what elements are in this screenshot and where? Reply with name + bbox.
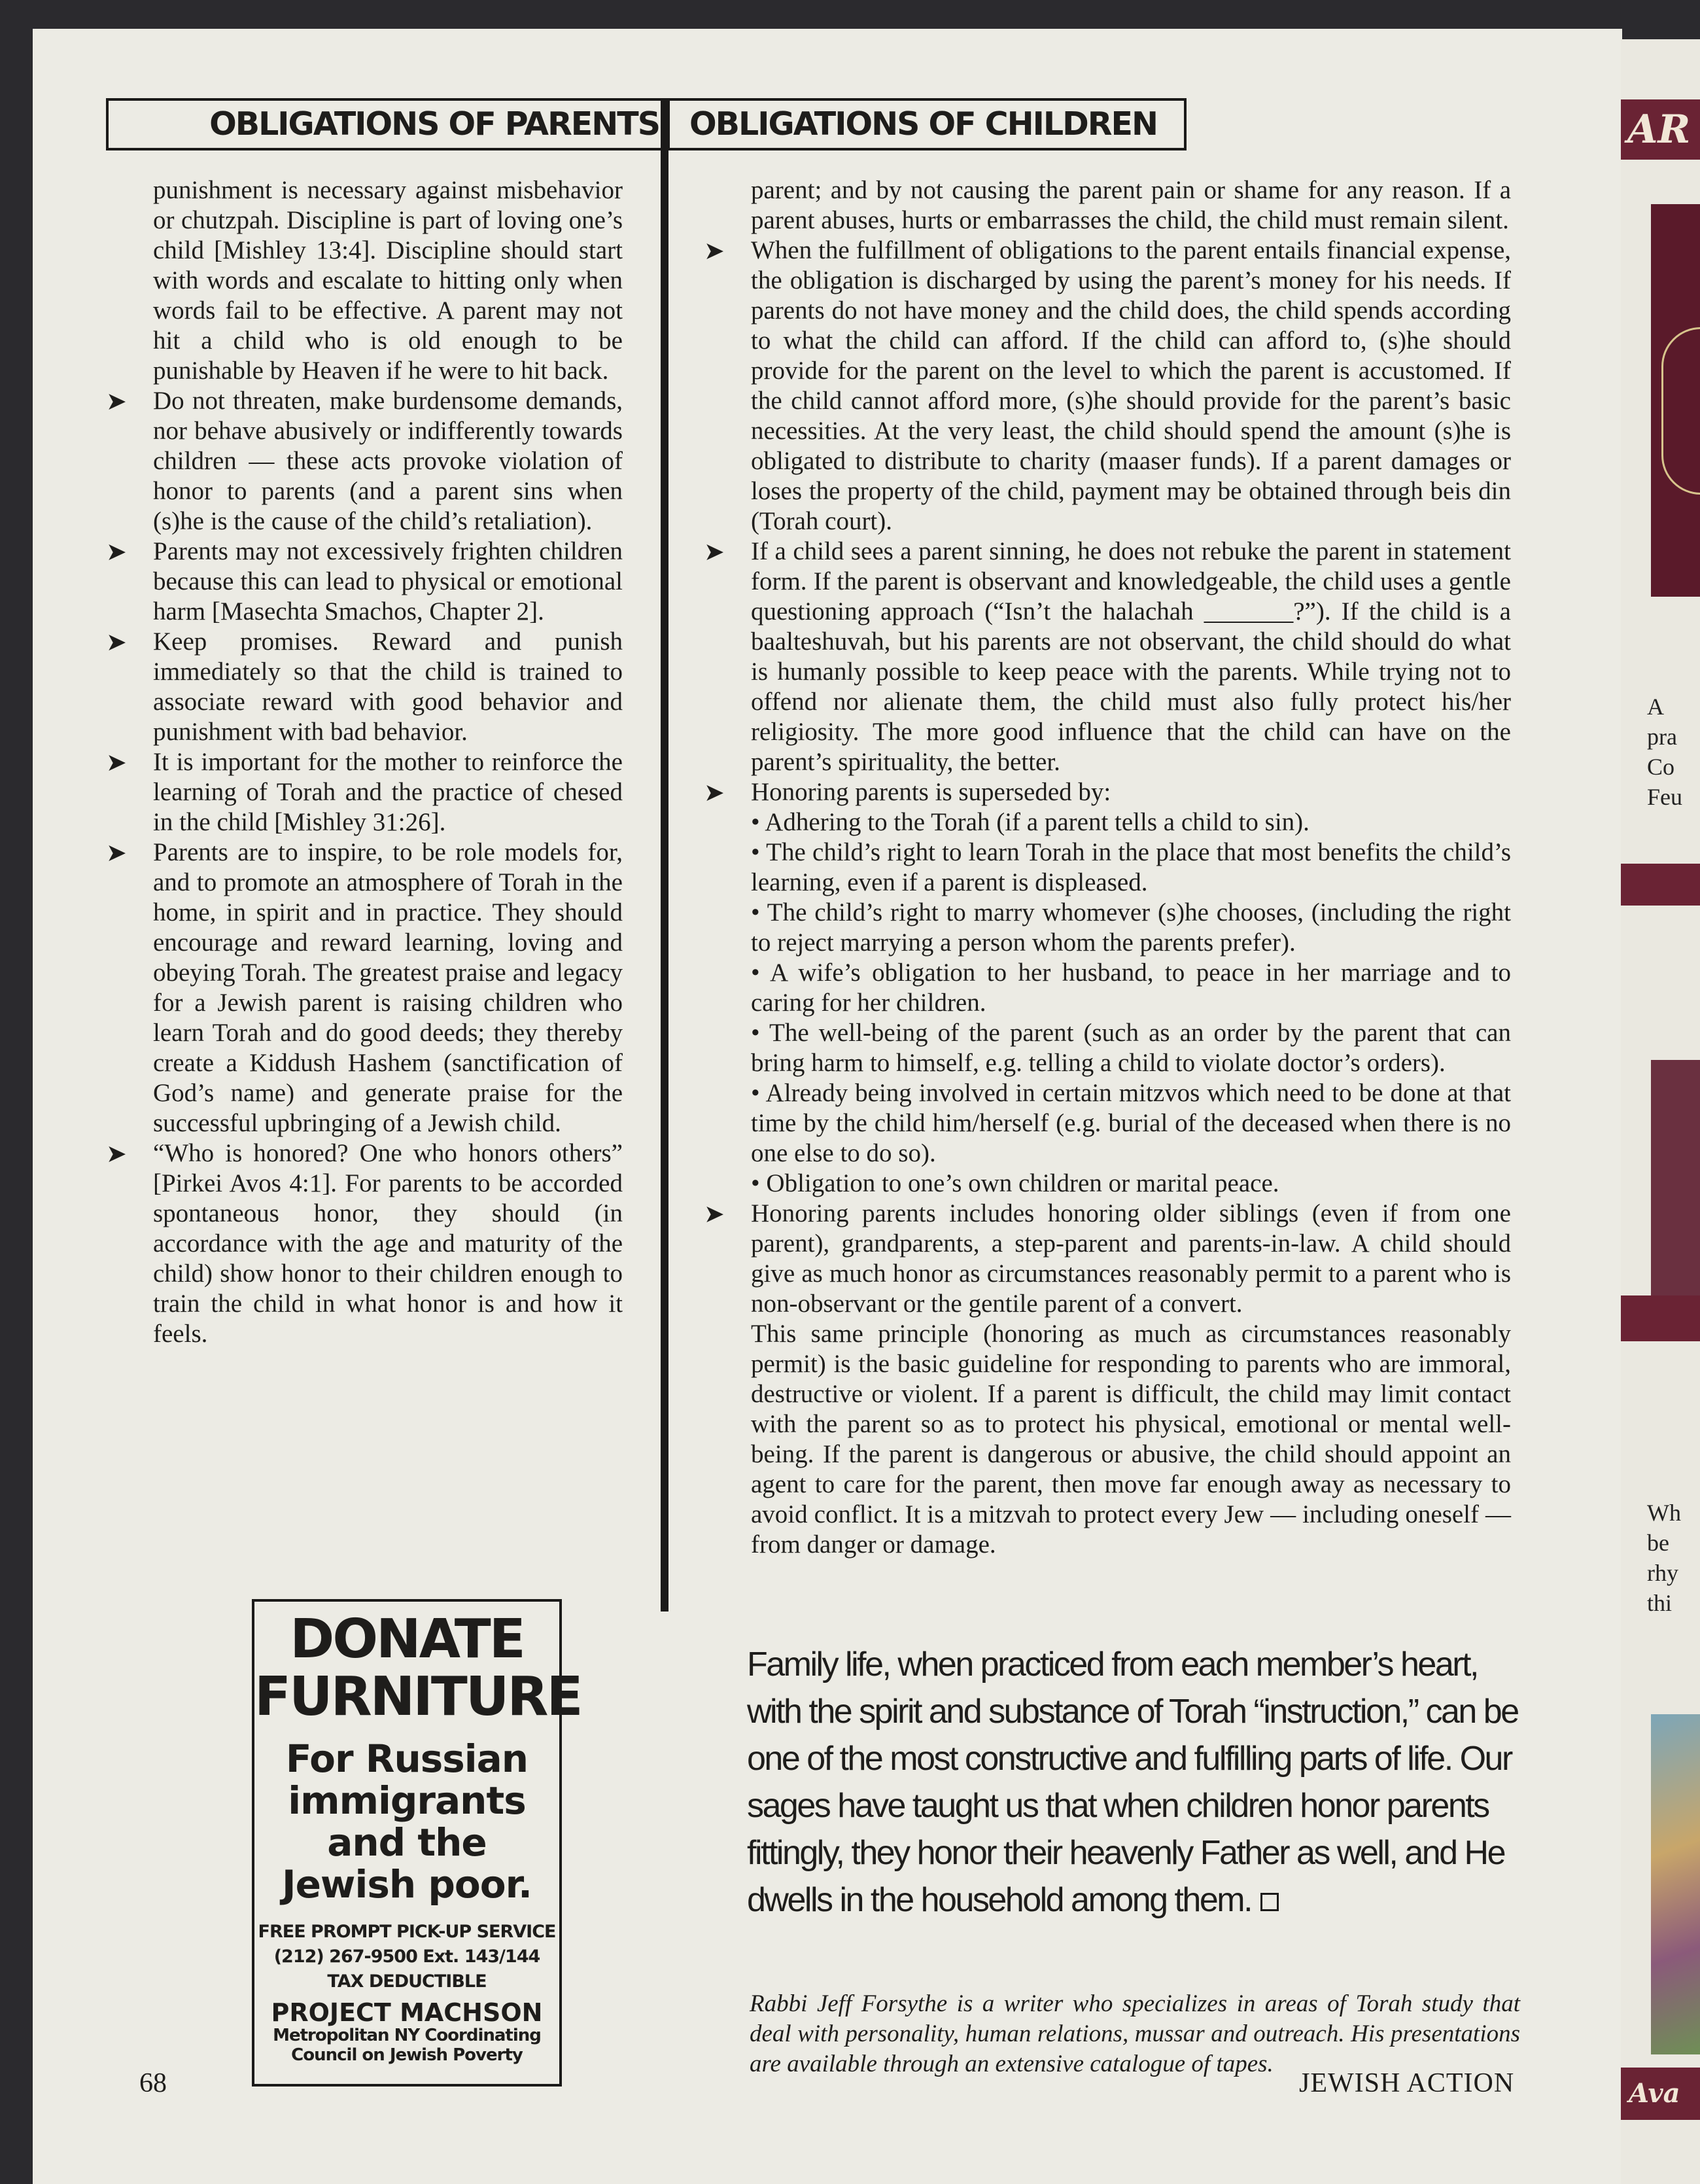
ad-tax: TAX DEDUCTIBLE [327,1971,487,1992]
children-column [704,175,1511,1560]
superseded-item: • The well-being of the parent (such as an order by the parent that can bring harm to himself, e.g. telling a child to violate doctor’s orders). [751,1019,1511,1077]
ad-line-6: Jewish poor. [282,1862,532,1907]
closing-quote [747,1641,1520,1924]
arrow-bullet-icon: ➤ [704,1199,725,1228]
children-item: When the fulfillment of obligations to the parent entails financial expense, the obligation is discharged by using the parent’s money for his needs. If parents do not have money and the child does, the child spends according to what the child can afford. If the child can afford to, (s)he should provide for the parent on the level to which the parent is accustomed. If the child cannot afford more, (s)he should provide for the parent’s basic necessities. At the very least, the child should spend the amount (s)he is obligated to distribute to charity (maaser funds). If a parent damages or loses the property of the child, payment may be obtained through beis din (Torah court). [751,236,1511,535]
adjacent-page-strip [1621,39,1700,2184]
ad-service: FREE PROMPT PICK-UP SERVICE [258,1922,556,1942]
author-bio: Rabbi Jeff Forsythe is a writer who specializes in areas of Torah study that deal with personality, human relations, mussar and outreach. His presentations are available through an extensive catalogue of tapes. [750,1990,1520,2077]
arrow-bullet-icon: ➤ [704,537,725,566]
superseded-item: • The child’s right to marry whomever (s)he chooses, (including the right to reject marrying a person whom the parents prefer). [751,898,1511,957]
ad-headline-1: DONATE [290,1608,524,1670]
closing-quote-text: Family life, when practiced from each member’s heart, with the spirit and substance of Torah “instruction,” can be one of the most constructive and fulfilling parts of life. Our sages have taught us that when children honor parents fittingly, they honor their heavenly Father as well, and He dwells in the household among them. [747,1646,1518,1919]
arrow-bullet-icon: ➤ [106,537,127,566]
parents-paragraph: punishment is necessary against misbehavior or chutzpah. Discipline is part of loving one’s child [Mishley 13:4]. Discipline should start with words and escalate to hitting only when words fail to be effective. A parent may not hit a child who is old enough to be punishable by Heaven if he were to hit back. [153,176,623,385]
adjacent-text-7: rhy [1647,1560,1678,1586]
parents-item: “Who is honored? One who honors others” [Pirkei Avos 4:1]. For parents to be accorded spontaneous honor, they should (in accordance with the age and maturity of the child) show honor to their children enough to train the child in what honor is and how it feels. [153,1139,623,1348]
children-item: If a child sees a parent sinning, he does not rebuke the parent in statement form. If the parent is observant and knowledgeable, the child uses a gentle questioning approach (“Isn’t the halachah _______?”). If the child is a baalteshuvah, but his parents are not observant, the child should do what is humanly possible to keep peace with the parents. While trying not to offend nor alienate them, the child must also fully protect his/her religiosity. The more good influence that the child can have on the parent’s spirituality, the better. [751,537,1511,776]
ad-line-5: and the [327,1820,487,1865]
adjacent-text-3: Co [1647,754,1675,780]
arrow-bullet-icon: ➤ [106,1139,127,1168]
superseded-item: • A wife’s obligation to her husband, to peace in her marriage and to caring for her children. [751,959,1511,1017]
adjacent-text-4: Feu [1647,784,1682,810]
arrow-bullet-icon: ➤ [106,748,127,777]
children-paragraph: This same principle (honoring as much as circumstances reasonably permit) is the basic guideline for responding to parents who are immoral, destructive or violent. If a parent is difficult, the child may limit contact with the parent so as to protect his physical, emotional or mental well-being. If the parent is dangerous or abusive, the child should appoint an agent to care for the parent, then move far enough away as necessary to avoid conflict. It is a mitzvah to protect every Jew — including oneself — from danger or damage. [751,1320,1511,1559]
superseded-item: • Adhering to the Torah (if a parent tells a child to sin). [751,808,1310,836]
adjacent-photo [1651,1714,1700,2054]
adjacent-banner-bottom: Ava [1621,2068,1700,2120]
parents-item: Parents may not excessively frighten children because this can lead to physical or emotional harm [Masechta Smachos, Chapter 2]. [153,537,623,625]
ad-line-3: For Russian [285,1736,529,1781]
book-cover-emblem [1661,327,1700,495]
children-paragraph: parent; and by not causing the parent pain or shame for any reason. If a parent abuses, hurts or embarrasses the child, the child must remain silent. [751,176,1511,234]
superseded-item: • Obligation to one’s own children or marital peace. [751,1169,1279,1197]
ad-org-name: PROJECT MACHSON [271,1998,543,2027]
arrow-bullet-icon: ➤ [106,838,127,867]
adjacent-text-1: A [1647,694,1664,720]
header-obligations-of-parents: OBLIGATIONS OF PARENTS [106,98,679,150]
adjacent-text-8: thi [1647,1590,1673,1616]
arrow-bullet-icon: ➤ [704,778,725,807]
arrow-bullet-icon: ➤ [704,236,725,265]
adjacent-image-2 [1651,1060,1700,1309]
parents-item: Keep promises. Reward and punish immediately so that the child is trained to associate reward with good behavior and punishment with bad behavior. [153,627,623,746]
adjacent-divider-1 [1621,864,1700,906]
children-item: Honoring parents is superseded by: [751,778,1111,806]
magazine-name: JEWISH ACTION [1299,2068,1515,2098]
children-item: Honoring parents includes honoring older siblings (even if from one parent), grandparents, a step-parent and parents-in-law. A child should give as much honor as circumstances reasonably permit to a parent who is non-observant or the gentile parent of a convert. [751,1199,1511,1318]
header-obligations-of-children: OBLIGATIONS OF CHILDREN [667,98,1187,150]
parents-item: Parents are to inspire, to be role models for, and to promote an atmosphere of Torah in the home, in spirit and in practice. They should encourage and reward learning, loving and obeying Torah. The greatest praise and legacy for a Jewish parent is raising children who learn Torah and do good deeds; they thereby create a Kiddush Hashem (sanctification of God’s name) and generate praise for the successful upbringing of a Jewish child. [153,838,623,1137]
parents-column [106,175,623,1349]
superseded-item: • Already being involved in certain mitzvos which need to be done at that time by the child him/herself (e.g. burial of the deceased when there is no one else to do so). [751,1079,1511,1167]
adjacent-banner-top: AR [1621,99,1700,160]
parents-item: Do not threaten, make burdensome demands, nor behave abusively or indifferently towards children — these acts provoke violation of honor to parents (and a parent sins when (s)he is the cause of the child’s retaliation). [153,387,623,535]
adjacent-text-2: pra [1647,724,1677,750]
arrow-bullet-icon: ➤ [106,387,127,415]
donate-furniture-ad [252,1599,581,2087]
superseded-item: • The child’s right to learn Torah in the place that most benefits the child’s learning, even if a parent is displeased. [751,838,1511,896]
end-mark-icon [1260,1893,1279,1911]
adjacent-divider-2 [1621,1295,1700,1341]
ad-line-4: immigrants [288,1778,526,1823]
ad-org-sub-2: Council on Jewish Poverty [291,2045,523,2065]
page-number: 68 [139,2068,167,2098]
ad-org-sub-1: Metropolitan NY Coordinating [273,2026,541,2045]
adjacent-text-6: be [1647,1530,1669,1556]
arrow-bullet-icon: ➤ [106,627,127,656]
column-divider [661,98,668,1612]
adjacent-text-5: Wh [1647,1500,1681,1526]
ad-headline-2: FURNITURE [254,1666,581,1728]
parents-item: It is important for the mother to reinforce the learning of Torah and the practice of chesed in the child [Mishley 31:26]. [153,748,623,836]
ad-phone: (212) 267-9500 Ext. 143/144 [273,1946,540,1967]
